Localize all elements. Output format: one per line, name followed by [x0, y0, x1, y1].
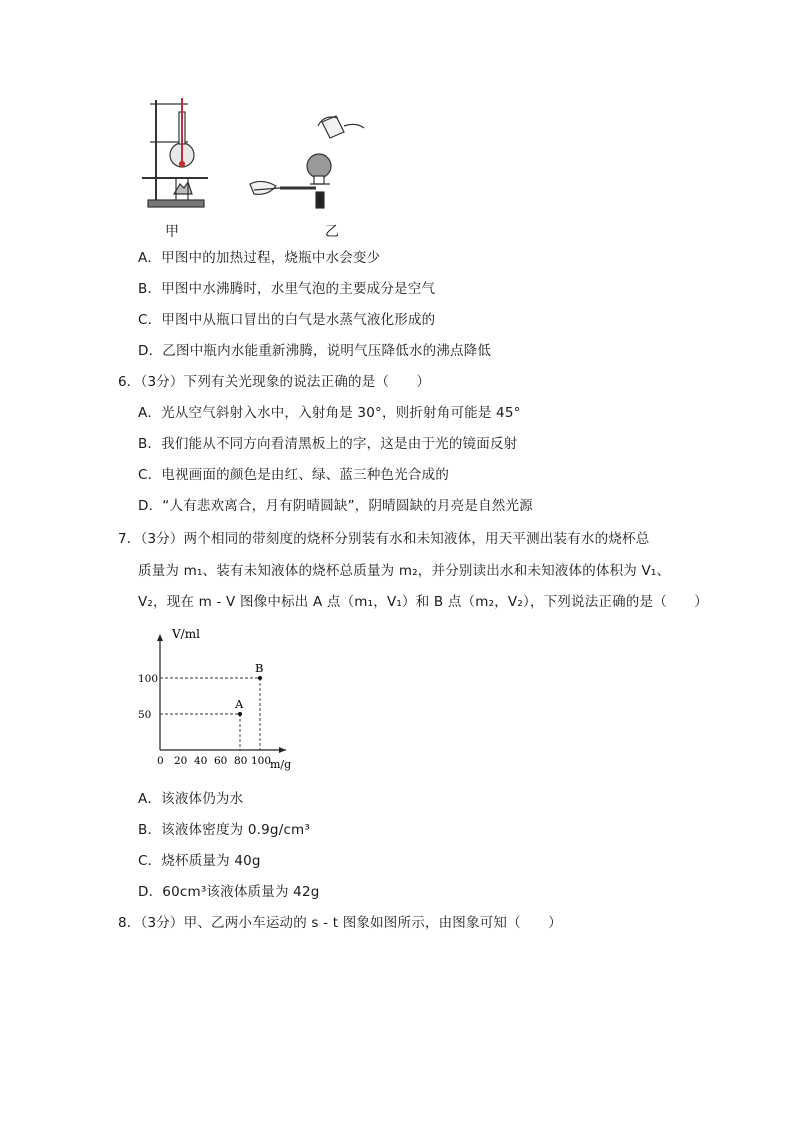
- q8-stem: 8．（3分）甲、乙两小车运动的 s - t 图象如图所示，由图象可知（ ）: [118, 915, 562, 931]
- q7-stem-line-2: 质量为 m₁、装有未知液体的烧杯总质量为 m₂，并分别读出水和未知液体的体积为 V₁、: [138, 563, 671, 579]
- q7-option-a: A．该液体仍为水: [138, 791, 244, 807]
- x-tick-label: 80: [234, 755, 248, 767]
- point-label-b: B: [255, 661, 264, 675]
- pressure-flask-apparatus: [250, 116, 364, 208]
- q7-option-b: B．该液体密度为 0.9g/cm³: [138, 822, 311, 838]
- x-tick-label: 20: [174, 755, 188, 767]
- x-axis-arrow: [279, 747, 286, 753]
- data-point-a: [238, 712, 242, 716]
- data-point-b: [258, 676, 262, 680]
- q5-option-d: D．乙图中瓶内水能重新沸腾，说明气压降低水的沸点降低: [138, 343, 492, 359]
- mass-volume-chart: [130, 622, 300, 774]
- apparatus-figure: [130, 92, 380, 217]
- q6-option-b: B．我们能从不同方向看清黑板上的字，这是由于光的镜面反射: [138, 436, 518, 452]
- x-tick-label: 0: [157, 755, 164, 767]
- q6-option-d: D．“人有悲欢离合，月有阴晴圆缺”，阴晴圆缺的月亮是自然光源: [138, 498, 533, 514]
- q5-option-b: B．甲图中水沸腾时，水里气泡的主要成分是空气: [138, 281, 436, 297]
- y-axis-arrow: [157, 634, 163, 641]
- figure-label-yi: 乙: [325, 224, 339, 240]
- y-tick-label: 100: [138, 673, 159, 685]
- x-tick-label: 40: [194, 755, 208, 767]
- q7-stem-line-3: V₂，现在 m - V 图像中标出 A 点（m₁，V₁）和 B 点（m₂，V₂），下列说法正确的是（ ）: [138, 594, 708, 610]
- x-tick-label: 100: [251, 755, 272, 767]
- q6-option-a: A．光从空气斜射入水中，入射角是 30°，则折射角可能是 45°: [138, 405, 521, 421]
- q7-option-d: D．60cm³该液体质量为 42g: [138, 884, 320, 900]
- y-axis-label: V/ml: [172, 627, 200, 641]
- x-axis-label: m/g: [270, 758, 292, 771]
- q6-option-c: C．电视画面的颜色是由红、绿、蓝三种色光合成的: [138, 467, 450, 483]
- point-label-a: A: [235, 697, 244, 711]
- boiling-flask-apparatus: [142, 98, 208, 207]
- x-tick-label: 60: [214, 755, 228, 767]
- q5-option-c: C．甲图中从瓶口冒出的白气是水蒸气液化形成的: [138, 312, 436, 328]
- q7-stem-line-1: 7．（3分）两个相同的带刻度的烧杯分别装有水和未知液体，用天平测出装有水的烧杯总: [118, 531, 650, 547]
- q5-option-a: A．甲图中的加热过程，烧瓶中水会变少: [138, 250, 381, 266]
- q7-option-c: C．烧杯质量为 40g: [138, 853, 261, 869]
- y-tick-label: 50: [138, 709, 152, 721]
- q6-stem: 6．（3分）下列有关光现象的说法正确的是（ ）: [118, 374, 431, 390]
- figure-label-jia: 甲: [165, 224, 179, 240]
